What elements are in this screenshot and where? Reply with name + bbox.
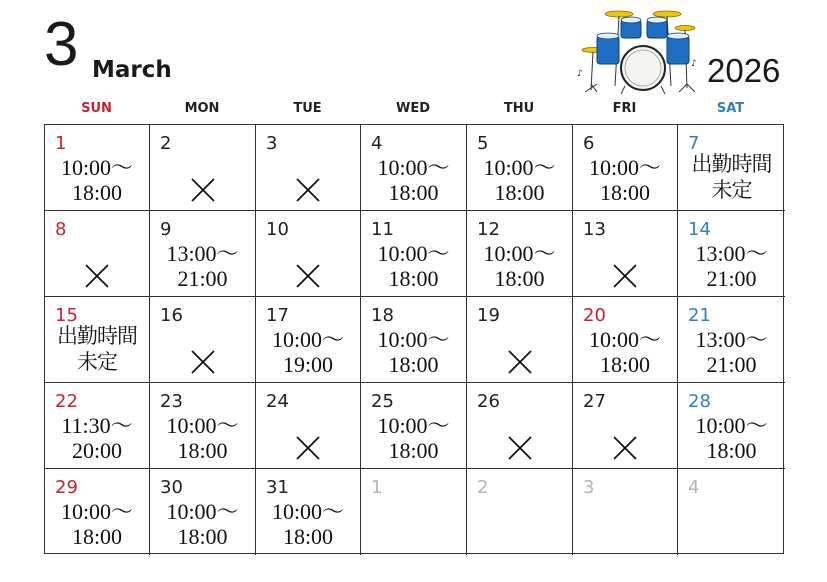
day-number: 13 (583, 219, 606, 240)
calendar-cell (150, 297, 256, 383)
calendar-cell (45, 125, 150, 211)
calendar-cell (361, 469, 467, 555)
shift-time-line: 18:00 (599, 180, 651, 205)
shift-time-line: 18:00 (388, 180, 439, 205)
calendar-cell (467, 297, 573, 383)
shift-time-line: 18:00 (706, 438, 757, 463)
calendar-cell (678, 383, 785, 469)
calendar-cell (256, 211, 361, 297)
calendar-cell (573, 383, 678, 469)
shift-time-line: 18:00 (494, 180, 545, 205)
shift-time-line: 10:00～ (377, 241, 450, 266)
shift-time (361, 327, 466, 377)
day-number: 29 (55, 477, 78, 498)
shift-note (678, 151, 785, 203)
shift-time-line: 10:00～ (483, 155, 556, 180)
day-off-cross-icon (507, 349, 533, 375)
day-number: 27 (583, 391, 606, 412)
day-number: 2 (477, 477, 489, 498)
shift-note (45, 323, 149, 375)
day-number: 8 (55, 219, 67, 240)
calendar-cell (573, 125, 678, 211)
shift-time-line: 18:00 (494, 266, 545, 291)
day-number: 17 (266, 305, 289, 326)
drum-kit-illustration (575, 6, 701, 98)
shift-time-line: 18:00 (388, 266, 439, 291)
weekday-sat: SAT (716, 101, 745, 116)
calendar-cell (573, 297, 678, 383)
calendar-cell (45, 383, 150, 469)
calendar-cell (256, 297, 361, 383)
calendar-cell (256, 469, 361, 555)
shift-time (573, 155, 677, 205)
calendar-cell (45, 297, 150, 383)
day-number: 19 (477, 305, 500, 326)
day-number: 4 (371, 133, 383, 154)
calendar-cell (467, 211, 573, 297)
shift-time-line: 10:00～ (588, 155, 662, 180)
day-number: 14 (688, 219, 711, 240)
day-off-cross-icon (295, 177, 321, 203)
year-label: 2026 (707, 52, 781, 89)
calendar-cell (573, 469, 678, 555)
day-number: 25 (371, 391, 394, 412)
day-number: 7 (688, 133, 700, 154)
shift-note-line: 出勤時間 (691, 152, 772, 176)
day-number: 31 (266, 477, 289, 498)
day-number: 15 (55, 305, 78, 326)
shift-time-line: 10:00～ (377, 155, 450, 180)
day-number: 21 (688, 305, 711, 326)
shift-time-line: 18:00 (71, 180, 123, 205)
weekday-thu: THU (503, 101, 535, 116)
day-number: 28 (688, 391, 711, 412)
day-off-cross-icon (190, 349, 216, 375)
shift-time (678, 241, 785, 291)
day-number: 22 (55, 391, 78, 412)
calendar-cell (45, 469, 150, 555)
day-number: 1 (55, 133, 67, 154)
day-number: 26 (477, 391, 500, 412)
calendar-cell (150, 383, 256, 469)
shift-note-line: 出勤時間 (57, 324, 137, 348)
day-number: 16 (160, 305, 183, 326)
shift-time (150, 413, 255, 463)
day-number: 3 (266, 133, 278, 154)
day-number: 10 (266, 219, 289, 240)
day-number: 24 (266, 391, 289, 412)
shift-time (467, 241, 572, 291)
day-number: 4 (688, 477, 700, 498)
calendar-cell (678, 211, 785, 297)
shift-time-line: 10:00～ (483, 241, 556, 266)
calendar-cell (467, 469, 573, 555)
shift-time (678, 413, 785, 463)
calendar-cell (467, 125, 573, 211)
shift-time (45, 413, 149, 463)
weekday-header (44, 98, 784, 120)
shift-time-line: 10:00～ (271, 327, 345, 352)
shift-time (361, 241, 466, 291)
shift-time-line: 13:00～ (695, 327, 768, 352)
shift-time (256, 327, 360, 377)
shift-time (150, 499, 255, 549)
svg-text:♪: ♪ (577, 69, 583, 79)
shift-time-line: 18:00 (177, 438, 228, 463)
day-number: 20 (583, 305, 606, 326)
day-number: 11 (371, 219, 394, 240)
calendar-cell (150, 211, 256, 297)
shift-note-line: 未定 (77, 350, 117, 374)
shift-time-line: 10:00～ (60, 155, 134, 180)
calendar-grid (44, 124, 784, 554)
shift-time-line: 18:00 (388, 352, 439, 377)
calendar-cell (150, 125, 256, 211)
shift-time-line: 10:00～ (166, 413, 239, 438)
calendar-cell (150, 469, 256, 555)
shift-time (573, 327, 677, 377)
shift-time (45, 499, 149, 549)
shift-time-line: 13:00～ (695, 241, 768, 266)
shift-time (45, 155, 149, 205)
shift-time-line: 10:00～ (377, 327, 450, 352)
shift-time-line: 10:00～ (588, 327, 662, 352)
shift-time (150, 241, 255, 291)
weekday-wed: WED (395, 101, 430, 116)
shift-time-line: 11:30～ (61, 413, 133, 438)
day-off-cross-icon (84, 263, 110, 289)
calendar-cell (361, 211, 467, 297)
shift-time-line: 18:00 (71, 524, 123, 549)
shift-time-line: 10:00～ (271, 499, 345, 524)
shift-time-line: 10:00～ (695, 413, 768, 438)
day-number: 9 (160, 219, 172, 240)
calendar-cell (678, 297, 785, 383)
shift-time-line: 21:00 (706, 266, 757, 291)
shift-time-line: 21:00 (177, 266, 228, 291)
month-name: March (92, 57, 172, 83)
day-number: 3 (583, 477, 595, 498)
day-off-cross-icon (190, 177, 216, 203)
shift-time-line: 13:00～ (166, 241, 239, 266)
day-number: 12 (477, 219, 500, 240)
shift-time-line: 19:00 (282, 352, 334, 377)
shift-time-line: 18:00 (388, 438, 439, 463)
calendar-cell (361, 125, 467, 211)
day-off-cross-icon (612, 263, 638, 289)
shift-note-line: 未定 (711, 178, 752, 202)
day-off-cross-icon (295, 435, 321, 461)
calendar-cell (361, 383, 467, 469)
day-number: 30 (160, 477, 183, 498)
day-number: 5 (477, 133, 489, 154)
weekday-mon: MON (184, 101, 220, 116)
calendar-cell (467, 383, 573, 469)
weekday-tue: TUE (293, 101, 322, 116)
calendar-cell (256, 125, 361, 211)
month-number: 3 (44, 10, 79, 79)
calendar-cell (678, 469, 785, 555)
day-number: 2 (160, 133, 172, 154)
weekday-sun: SUN (81, 101, 112, 116)
day-number: 18 (371, 305, 394, 326)
calendar-cell (678, 125, 785, 211)
calendar-cell (573, 211, 678, 297)
day-off-cross-icon (612, 435, 638, 461)
shift-time-line: 20:00 (71, 438, 123, 463)
day-number: 1 (371, 477, 383, 498)
shift-time-line: 10:00～ (166, 499, 239, 524)
shift-time-line: 21:00 (706, 352, 757, 377)
shift-time-line: 18:00 (599, 352, 651, 377)
shift-time (678, 327, 785, 377)
shift-time (361, 413, 466, 463)
shift-time (361, 155, 466, 205)
shift-time-line: 18:00 (177, 524, 228, 549)
shift-time (256, 499, 360, 549)
day-off-cross-icon (295, 263, 321, 289)
calendar-cell (45, 211, 150, 297)
day-number: 6 (583, 133, 595, 154)
weekday-fri: FRI (612, 101, 637, 116)
shift-time (467, 155, 572, 205)
shift-time-line: 10:00～ (60, 499, 134, 524)
day-number: 23 (160, 391, 183, 412)
day-off-cross-icon (507, 435, 533, 461)
calendar-cell (256, 383, 361, 469)
shift-time-line: 18:00 (282, 524, 334, 549)
calendar-cell (361, 297, 467, 383)
svg-text:♪: ♪ (691, 59, 697, 69)
shift-time-line: 10:00～ (377, 413, 450, 438)
